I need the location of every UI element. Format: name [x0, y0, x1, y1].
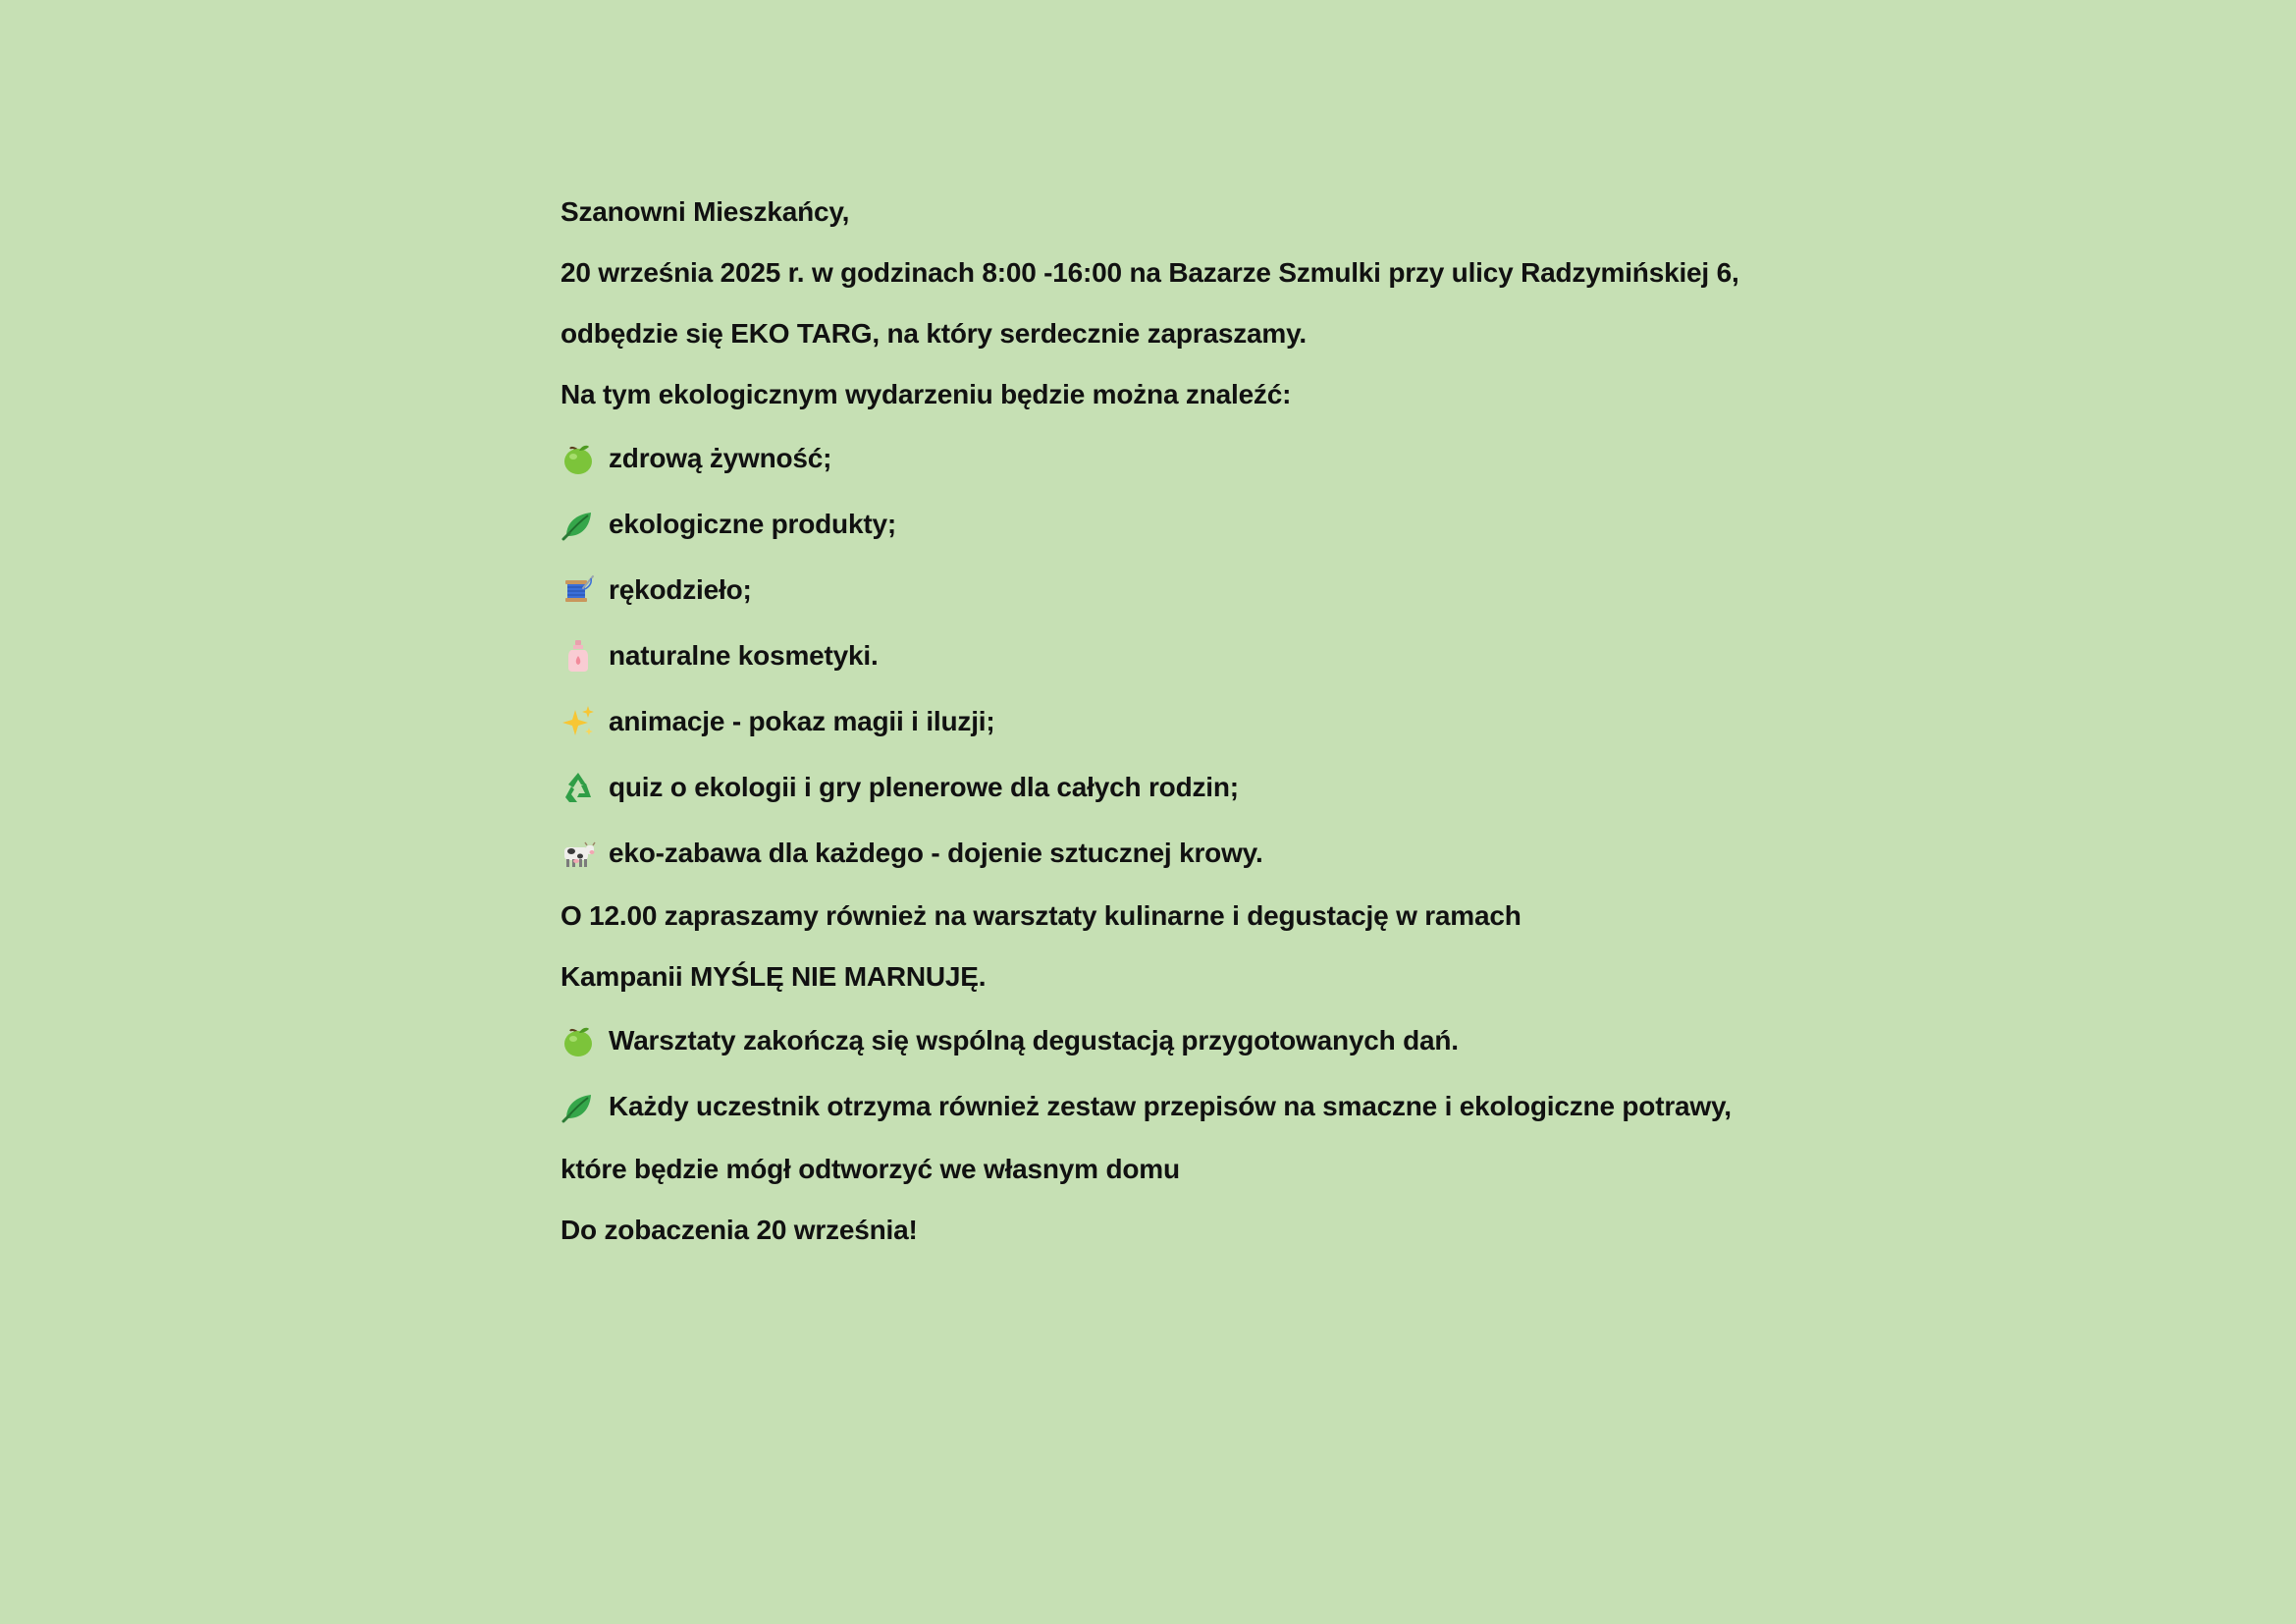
greeting: Szanowni Mieszkańcy,	[561, 196, 850, 227]
attraction-text: ekologiczne produkty;	[609, 508, 896, 539]
green-apple-icon	[561, 1023, 596, 1058]
attraction-text: rękodzieło;	[609, 573, 752, 605]
attraction-item	[561, 820, 1837, 886]
attraction-text: naturalne kosmetyki.	[609, 639, 879, 671]
intro-line-2: odbędzie się EKO TARG, na który serdecznie zapraszamy.	[561, 318, 1307, 349]
attraction-item	[561, 623, 1837, 688]
sewing-thread-icon	[561, 572, 596, 608]
recycle-icon	[561, 770, 596, 805]
leaf-icon	[561, 1089, 596, 1124]
workshop-line-1: O 12.00 zapraszamy również na warsztaty kulinarne i degustację w ramach	[561, 900, 1522, 931]
attraction-item	[561, 425, 1837, 491]
attraction-text: eko-zabawa dla każdego - dojenie sztucznej krowy.	[609, 837, 1263, 868]
attraction-text: quiz o ekologii i gry plenerowe dla całych rodzin;	[609, 771, 1239, 802]
cow-icon	[561, 836, 596, 871]
workshop-point-text: Warsztaty zakończą się wspólną degustacją przygotowanych dań.	[609, 1024, 1459, 1056]
sparkles-icon	[561, 704, 596, 739]
workshop-point-text: Każdy uczestnik otrzyma również zestaw przepisów na smaczne i ekologiczne potrawy,	[609, 1090, 1732, 1121]
invitation-letter	[561, 182, 1837, 1261]
workshop-point	[561, 1007, 1837, 1073]
green-apple-icon	[561, 441, 596, 476]
workshop-line-2: Kampanii MYŚLĘ NIE MARNUJĘ.	[561, 961, 987, 992]
intro-line-1: 20 września 2025 r. w godzinach 8:00 -16:00 na Bazarze Szmulki przy ulicy Radzymińskiej 6,	[561, 257, 1739, 288]
workshop-point	[561, 1073, 1837, 1139]
leaf-icon	[561, 507, 596, 542]
attraction-text: animacje - pokaz magii i iluzji;	[609, 705, 995, 736]
lotion-bottle-icon	[561, 638, 596, 674]
attraction-item	[561, 491, 1837, 557]
attraction-text: zdrową żywność;	[609, 442, 832, 473]
closing: Do zobaczenia 20 września!	[561, 1215, 918, 1245]
attraction-item	[561, 557, 1837, 623]
workshop-line-3: które będzie mógł odtworzyć we własnym domu	[561, 1154, 1180, 1184]
attraction-item	[561, 688, 1837, 754]
attraction-item	[561, 754, 1837, 820]
list-intro: Na tym ekologicznym wydarzeniu będzie można znaleźć:	[561, 379, 1292, 409]
